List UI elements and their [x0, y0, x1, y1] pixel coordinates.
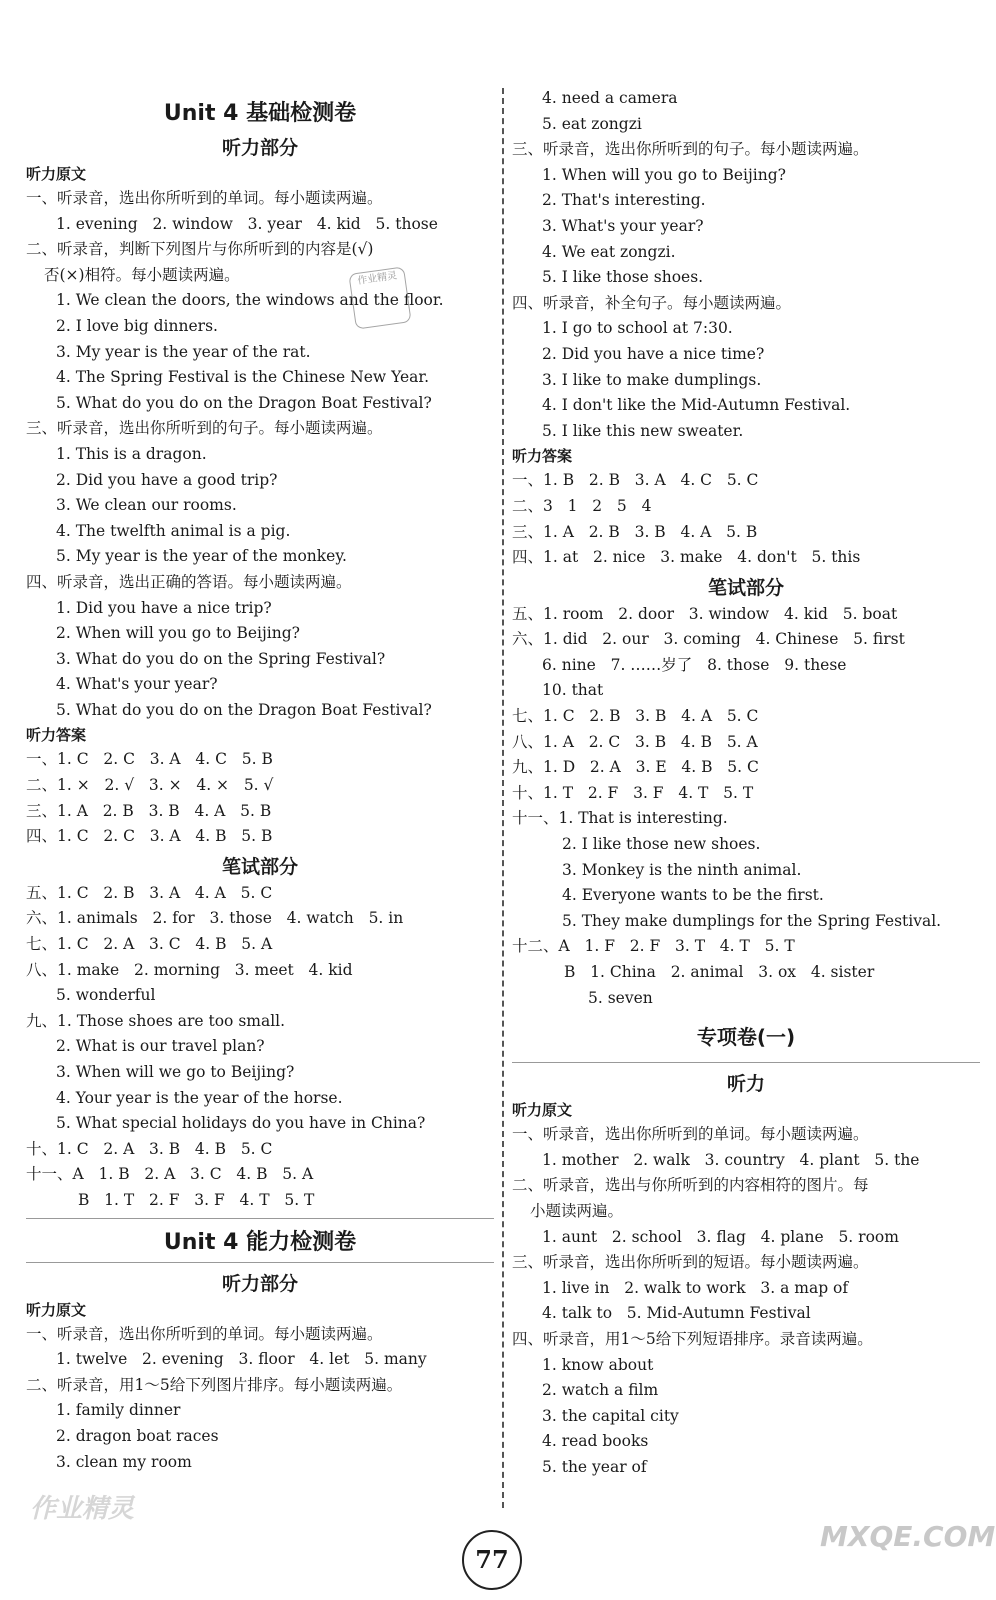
watermark: 作业精灵: [30, 1494, 135, 1524]
right-column: [512, 86, 980, 1481]
listening-script-label: 听力原文: [26, 165, 87, 183]
list-item: 2. watch a film: [542, 1381, 659, 1400]
answer-row: 六、1. did 2. our 3. coming 4. Chinese 5. first: [512, 630, 905, 649]
list-item: 1. know about: [542, 1355, 654, 1374]
list-item: 3. clean my room: [56, 1452, 192, 1471]
a-q2-title: 二、听录音，用1～5给下列图片排序。每小题读两遍。: [26, 1375, 403, 1394]
answer-row-cont: 6. nine 7. ……岁了 8. those 9. these: [542, 655, 847, 674]
a-q3-title: 三、听录音，选出你所听到的句子。每小题读两遍。: [512, 140, 869, 159]
a-q4-title: 四、听录音，补全句子。每小题读两遍。: [512, 293, 792, 312]
page-number: 77: [462, 1530, 522, 1590]
written-part-heading: 笔试部分: [221, 855, 298, 878]
list-item: 5. I like this new sweater.: [542, 421, 744, 440]
answer-row: 五、1. C 2. B 3. A 4. A 5. C: [26, 883, 273, 902]
q4-title: 四、听录音，选出正确的答语。每小题读两遍。: [26, 572, 352, 591]
s-q3-items-a: 1. live in 2. walk to work 3. a map of: [542, 1278, 849, 1297]
list-item: 4. The Spring Festival is the Chinese New Year.: [56, 368, 429, 387]
unit4-basic-title: Unit 4 基础检测卷: [163, 101, 357, 126]
answer-row-cont: 5. wonderful: [56, 986, 156, 1005]
list-item: 3. When will we go to Beijing?: [56, 1063, 295, 1081]
answer-row: 十、1. C 2. A 3. B 4. B 5. C: [26, 1139, 273, 1158]
answer-row: 五、1. room 2. door 3. window 4. kid 5. boat: [512, 604, 898, 623]
answer-row: 一、1. B 2. B 3. A 4. C 5. C: [512, 471, 759, 490]
list-item: 3. We clean our rooms.: [56, 496, 237, 515]
list-item: 1. family dinner: [56, 1401, 181, 1420]
answer-row: 七、1. C 2. B 3. B 4. A 5. C: [512, 707, 759, 726]
s-q1-items: 1. mother 2. walk 3. country 4. plant 5. the: [542, 1150, 920, 1169]
answer-row: 十一、1. That is interesting.: [512, 809, 728, 828]
q1-title: 一、听录音，选出你所听到的单词。每小题读两遍。: [26, 189, 383, 207]
answer-row: 四、1. at 2. nice 3. make 4. don't 5. this: [512, 548, 861, 567]
listening-answers-label: 听力答案: [26, 726, 87, 745]
column-divider: [502, 88, 504, 1508]
q2-title-a: 二、听录音，判断下列图片与你所听到的内容是(√): [26, 240, 374, 259]
q2-title-b: 否(×)相符。每小题读两遍。: [44, 265, 240, 284]
list-item: 5. What do you do on the Dragon Boat Festival?: [56, 700, 432, 719]
s-q1-title: 一、听录音，选出你所听到的单词。每小题读两遍。: [512, 1125, 869, 1144]
list-item: 4. need a camera: [542, 89, 678, 107]
answer-row: 九、1. D 2. A 3. E 4. B 5. C: [512, 758, 759, 777]
answer-row: 十二、A 1. F 2. F 3. T 4. T 5. T: [512, 937, 795, 956]
answer-row: 八、1. A 2. C 3. B 4. B 5. A: [512, 732, 758, 751]
list-item: 3. What's your year?: [542, 216, 704, 235]
s-q3-title: 三、听录音，选出你所听到的短语。每小题读两遍。: [512, 1253, 869, 1272]
list-item: 2. dragon boat races: [56, 1426, 219, 1445]
list-item: 3. I like to make dumplings.: [542, 370, 762, 389]
section-divider: [26, 1262, 494, 1263]
special-paper-title: 专项卷(一): [696, 1025, 796, 1050]
list-item: 1. I go to school at 7:30.: [542, 319, 733, 338]
list-item: 4. We eat zongzi.: [542, 242, 676, 261]
section-divider: [512, 1062, 980, 1063]
list-item: 5. eat zongzi: [542, 114, 642, 133]
list-item: 1. Did you have a nice trip?: [56, 598, 272, 617]
q3-title: 三、听录音，选出你所听到的句子。每小题读两遍。: [26, 419, 383, 438]
listening-script-label: 听力原文: [512, 1101, 573, 1120]
answer-row-cont: 5. seven: [588, 988, 653, 1007]
list-item: 3. What do you do on the Spring Festival?: [56, 649, 386, 668]
answer-row: 四、1. C 2. C 3. A 4. B 5. B: [26, 827, 273, 846]
listening-answers-label: 听力答案: [512, 447, 573, 466]
list-item: 2. I like those new shoes.: [562, 835, 761, 854]
list-item: 5. the year of: [542, 1457, 647, 1476]
written-part-heading: 笔试部分: [707, 576, 784, 599]
s-q2-title-b: 小题读两遍。: [530, 1201, 624, 1220]
answer-row: 十一、A 1. B 2. A 3. C 4. B 5. A: [26, 1165, 314, 1184]
listening-part-heading: 听力部分: [221, 137, 298, 159]
list-item: 2. When will you go to Beijing?: [56, 624, 300, 643]
s-q2-title-a: 二、听录音，选出与你所听到的内容相符的图片。每: [512, 1176, 869, 1195]
list-item: 4. The twelfth animal is a pig.: [56, 521, 291, 540]
s-q3-items-b: 4. talk to 5. Mid-Autumn Festival: [542, 1304, 811, 1323]
a-q1-title: 一、听录音，选出你所听到的单词。每小题读两遍。: [26, 1324, 383, 1343]
stamp-mark: 作业精灵: [348, 266, 411, 329]
q1-items: 1. evening 2. window 3. year 4. kid 5. those: [56, 214, 438, 233]
list-item: 4. Everyone wants to be the first.: [562, 886, 824, 905]
list-item: 4. Your year is the year of the horse.: [56, 1088, 343, 1107]
list-item: 3. the capital city: [542, 1406, 679, 1425]
listening-part-heading: 听力部分: [221, 1272, 298, 1295]
answer-row: 十、1. T 2. F 3. F 4. T 5. T: [512, 783, 754, 802]
answer-row: 九、1. Those shoes are too small.: [26, 1011, 286, 1030]
answer-row: 二、1. × 2. √ 3. × 4. × 5. √: [26, 776, 274, 795]
list-item: 1. When will you go to Beijing?: [542, 165, 786, 184]
answer-row-cont: B 1. China 2. animal 3. ox 4. sister: [564, 963, 875, 981]
answer-row: 六、1. animals 2. for 3. those 4. watch 5. in: [26, 909, 404, 928]
answer-row: 三、1. A 2. B 3. B 4. A 5. B: [512, 522, 758, 541]
list-item: 2. Did you have a nice time?: [542, 344, 765, 363]
answer-row: 七、1. C 2. A 3. C 4. B 5. A: [26, 935, 273, 954]
corner-watermark: MXQE.COM: [820, 1520, 996, 1553]
list-item: 2. What is our travel plan?: [56, 1037, 265, 1056]
left-column: [26, 88, 494, 1475]
section-divider: [26, 1218, 494, 1219]
answer-row-cont: B 1. T 2. F 3. F 4. T 5. T: [78, 1190, 315, 1209]
s-q4-title: 四、听录音，用1～5给下列短语排序。录音读两遍。: [512, 1329, 873, 1348]
list-item: 3. My year is the year of the rat.: [56, 342, 311, 361]
list-item: 5. What special holidays do you have in China?: [56, 1114, 426, 1133]
list-item: 4. I don't like the Mid-Autumn Festival.: [542, 396, 851, 415]
list-item: 2. That's interesting.: [542, 191, 706, 210]
list-item: 5. They make dumplings for the Spring Festival.: [562, 911, 942, 930]
list-item: 2. Did you have a good trip?: [56, 470, 278, 489]
answer-row: 三、1. A 2. B 3. B 4. A 5. B: [26, 801, 272, 820]
list-item: 3. Monkey is the ninth animal.: [562, 860, 802, 879]
listening-script-label: 听力原文: [26, 1300, 87, 1319]
list-item: 4. What's your year?: [56, 675, 218, 694]
unit4-ability-title: Unit 4 能力检测卷: [163, 1229, 357, 1255]
s-q2-items: 1. aunt 2. school 3. flag 4. plane 5. room: [542, 1227, 899, 1246]
answer-row: 二、3 1 2 5 4: [512, 496, 652, 515]
listening-heading: 听力: [726, 1073, 765, 1096]
list-item: 4. read books: [542, 1432, 649, 1451]
list-item: 5. What do you do on the Dragon Boat Festival?: [56, 393, 432, 412]
answer-row: 八、1. make 2. morning 3. meet 4. kid: [26, 960, 353, 979]
a-q1-items: 1. twelve 2. evening 3. floor 4. let 5. many: [56, 1350, 427, 1369]
list-item: 1. This is a dragon.: [56, 444, 207, 463]
answer-row-cont: 10. that: [542, 681, 604, 700]
list-item: 2. I love big dinners.: [56, 316, 218, 335]
list-item: 5. I like those shoes.: [542, 268, 704, 287]
list-item: 1. We clean the doors, the windows and the floor.: [56, 291, 444, 310]
list-item: 5. My year is the year of the monkey.: [56, 547, 347, 566]
answer-row: 一、1. C 2. C 3. A 4. C 5. B: [26, 750, 273, 769]
